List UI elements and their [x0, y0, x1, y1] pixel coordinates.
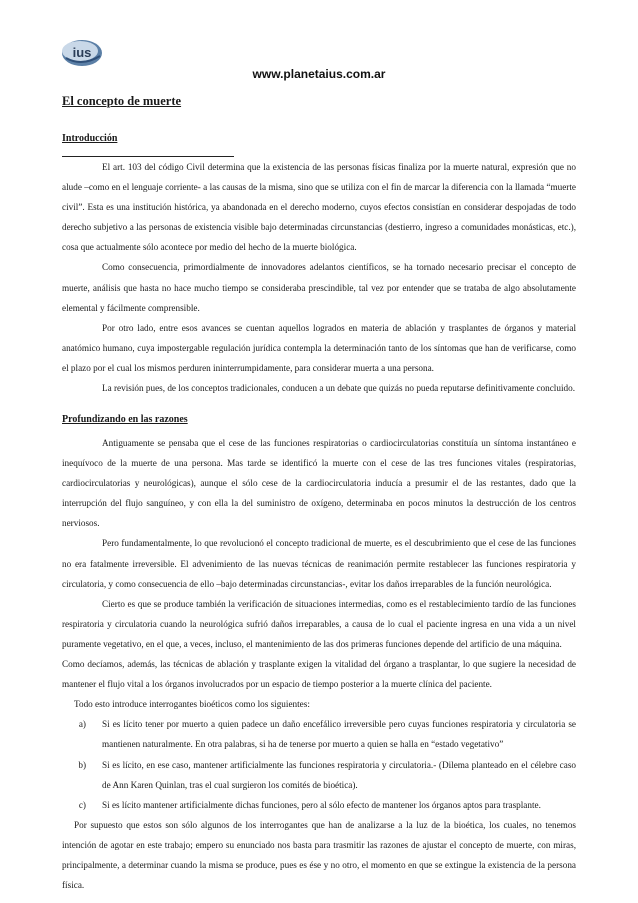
list-item [62, 795, 576, 815]
list-marker: a) [78, 719, 86, 730]
list-item-text: Si es lícito, en ese caso, mantener artificialmente las funciones respiratoria y circulatoria.- (Dilema planteado en el célebre caso de Ann Karen Quinlan, tras el cual surgieron los comités de bioética). [102, 759, 576, 790]
list-marker: c) [78, 799, 86, 810]
list-item-text: Si es lícito mantener artificialmente dichas funciones, pero al sólo efecto de mantener los órganos aptos para trasplante. [102, 799, 541, 810]
introduction-body [62, 157, 576, 398]
section-heading-razones: Profundizando en las razones [62, 414, 188, 425]
paragraph: Cierto es que se produce también la verificación de situaciones intermedias, como es el restablecimiento tardío de las funciones respiratoria y circulatoria cuando la neurológica sufrió daños irreparables, a causa de lo cual el paciente ingresa en una vida a un nivel puramente vegetativo, en el que, a veces, incluso, el mantenimiento de las dos primeras funciones depende del artificio de una máquina. [62, 598, 576, 649]
razones-body [62, 433, 576, 895]
paragraph: El art. 103 del código Civil determina que la existencia de las personas físicas finaliza por la muerte natural, expresión que no alude –como en el lenguaje corriente- a las causas de la misma, sino que se utiliza con el fin de marcar la diferencia con la llamada “muerte civil”. Esta es una institución histórica, ya abandonada en el derecho moderno, cuyos efectos consistían en considerar despojadas de todo derecho subjetivo a las personas de existencia visible bajo determinadas circunstancias (destierro, ingreso a comunidades monásticas, etc.), cosa que actualmente sólo acontece por medio del hecho de la muerte biológica. [62, 162, 576, 253]
paragraph: Por supuesto que estos son sólo algunos de los interrogantes que han de analizarse a la luz de la bioética, los cuales, no tenemos intención de agotar en este trabajo; empero su enunciado nos basta para trasmitir las razones de ajustar el concepto de muerte, con miras, principalmente, a determinar cuando la misma se produce, pues es ése y no otro, el momento en que se extingue la existencia de la persona física. [62, 819, 576, 891]
list-item [62, 755, 576, 795]
paragraph: Como decíamos, además, las técnicas de ablación y trasplante exigen la vitalidad del órgano a trasplantar, lo que sugiere la necesidad de mantener el flujo vital a los órganos involucrados por un espacio de tiempo posterior a la muerte clínica del paciente. [62, 659, 576, 690]
section-heading-introduction: Introducción [62, 133, 118, 144]
logo-text: ius [72, 45, 92, 60]
paragraph: Todo esto introduce interrogantes bioéticos como los siguientes: [74, 699, 310, 710]
paragraph: Por otro lado, entre esos avances se cuentan aquellos logrados en materia de ablación y trasplantes de órganos y material anatómico humano, cuya impostergable regulación jurídica contempla la determinación tanto de los síntomas que han de verificarse, como el plazo por el cual los mismos perduren ininterrumpidamente, para considerar muerta a una persona. [62, 322, 576, 373]
paragraph: Antiguamente se pensaba que el cese de las funciones respiratorias o cardiocirculatorias constituía un síntoma instantáneo e inequívoco de la muerte de una persona. Mas tarde se identificó la muerte con el cese de las tres funciones vitales (respiratorias, cardiocirculatorias y neurológicas), aunque el sólo cese de la cardiocirculatoria inducía a presumir el de las restantes, dado que la interrupción del flujo sanguíneo, y con ella la del suministro de oxígeno, determinaba en pocos minutos la destrucción de los centros nerviosos. [62, 438, 576, 529]
list-marker: b) [78, 759, 86, 770]
list-item-text: Si es lícito tener por muerto a quien padece un daño encefálico irreversible pero cuyas funciones respiratoria y circulatoria se mantienen naturalmente. En otra palabras, si ha de tenerse por muerto a quien se halla en “estado vegetativo” [102, 719, 576, 750]
site-url[interactable]: www.planetaius.com.ar [252, 67, 386, 81]
document-title: El concepto de muerte [62, 94, 182, 108]
list-item [62, 714, 576, 754]
question-list [62, 714, 576, 814]
paragraph: Pero fundamentalmente, lo que revolucionó el concepto tradicional de muerte, es el descubrimiento que el cese de las funciones no era fatalmente irreversible. El advenimiento de las nuevas técnicas de reanimación permite restablecer las funciones respiratoria y circulatoria, y como consecuencia de ello –bajo determinadas circunstancias-, evitar los daños irreparables de la función neurológica. [62, 538, 576, 589]
ius-logo-icon [60, 38, 104, 68]
paragraph: Como consecuencia, primordialmente de innovadores adelantos científicos, se ha tornado necesario precisar el concepto de muerte, análisis que hasta no hace mucho tiempo se consideraba prescindible, tal vez por entender que se trataba de algo absolutamente elemental y fácilmente comprensible. [62, 262, 576, 313]
paragraph: La revisión pues, de los conceptos tradicionales, conducen a un debate que quizás no pueda reputarse definitivamente concluido. [102, 383, 575, 394]
